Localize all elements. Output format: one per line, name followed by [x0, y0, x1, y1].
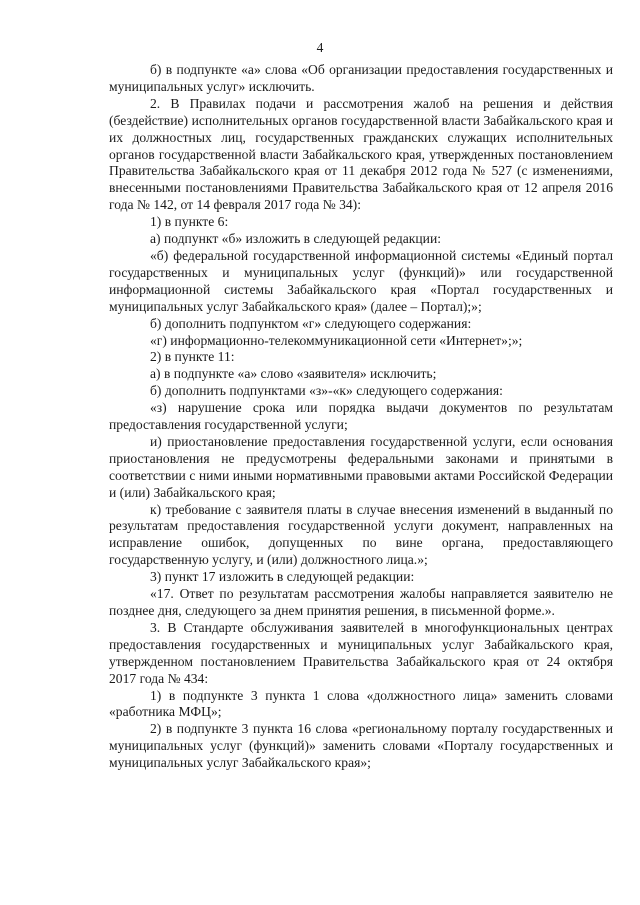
- paragraph: 2) в пункте 11:: [150, 349, 235, 365]
- paragraph: б) дополнить подпунктом «г» следующего содержания:: [150, 315, 472, 331]
- document-body: [109, 62, 613, 772]
- paragraph: «17. Ответ по результатам рассмотрения жалобы направляется заявителю не позднее дня, следующего за днем принятия решения, в письменной форме.».: [109, 586, 613, 618]
- paragraph: а) в подпункте «а» слово «заявителя» исключить;: [150, 366, 437, 382]
- paragraph: 3) пункт 17 изложить в следующей редакции:: [150, 569, 415, 585]
- paragraph: 1) в пункте 6:: [150, 214, 229, 230]
- page-number: 4: [316, 40, 324, 55]
- paragraph: «б) федеральной государственной информационной системы «Единый портал государственных и муниципальных услуг (функций)» или государственной информационной системы Забайкальского края «Портал государственных и муниципальных услуг Забайкальского края» (далее – Портал);»;: [109, 247, 613, 314]
- paragraph: «г) информационно-телекоммуникационной сети «Интернет»;»;: [150, 332, 523, 348]
- paragraph: «з) нарушение срока или порядка выдачи документов по результатам предоставления государственной услуги;: [109, 400, 613, 433]
- paragraph: 2) в подпункте 3 пункта 16 слова «региональному порталу государственных и муниципальных услуг (функций)» заменить словами «Порталу государственных и муниципальных услуг Забайкальского края»;: [109, 721, 613, 771]
- paragraph: 2. В Правилах подачи и рассмотрения жалоб на решения и действия (бездействие) исполнительных органов государственной власти Забайкальского края и их должностных лиц, государственных гражданских служащих исполнительных органов государственной власти Забайкальского края, утвержденных постановлением Правительства Забайкальского края от 11 декабря 2012 года № 527 (с изменениями, внесенными постановлениями Правительства Забайкальского края от 12 апреля 2016 года № 142, от 14 февраля 2017 года № 34):: [109, 95, 613, 213]
- paragraph: 1) в подпункте 3 пункта 1 слова «должностного лица» заменить словами «работника МФЦ»;: [109, 687, 613, 720]
- paragraph: и) приостановление предоставления государственной услуги, если основания приостановления не предусмотрены федеральными законами и принятыми в соответствии с ними иными нормативными правовыми актами Российской Федерации и (или) Забайкальского края;: [109, 433, 613, 500]
- paragraph: а) подпункт «б» изложить в следующей редакции:: [150, 231, 442, 247]
- paragraph: 3. В Стандарте обслуживания заявителей в многофункциональных центрах предоставления государственных и муниципальных услуг Забайкальского края, утвержденном постановлением Правительства Забайкальского края от 24 октября 2017 года № 434:: [109, 619, 613, 686]
- paragraph: б) в подпункте «а» слова «Об организации предоставления государственных и муниципальных услуг» исключить.: [109, 62, 613, 94]
- paragraph: к) требование с заявителя платы в случае внесения изменений в выданный по результатам предоставления государственной услуги документ, направленных на исправление ошибок, допущенных по вине органа, предоставляющего государственную услугу, и (или) должностного лица.»;: [109, 501, 613, 568]
- paragraph: б) дополнить подпунктами «з»-«к» следующего содержания:: [150, 383, 503, 399]
